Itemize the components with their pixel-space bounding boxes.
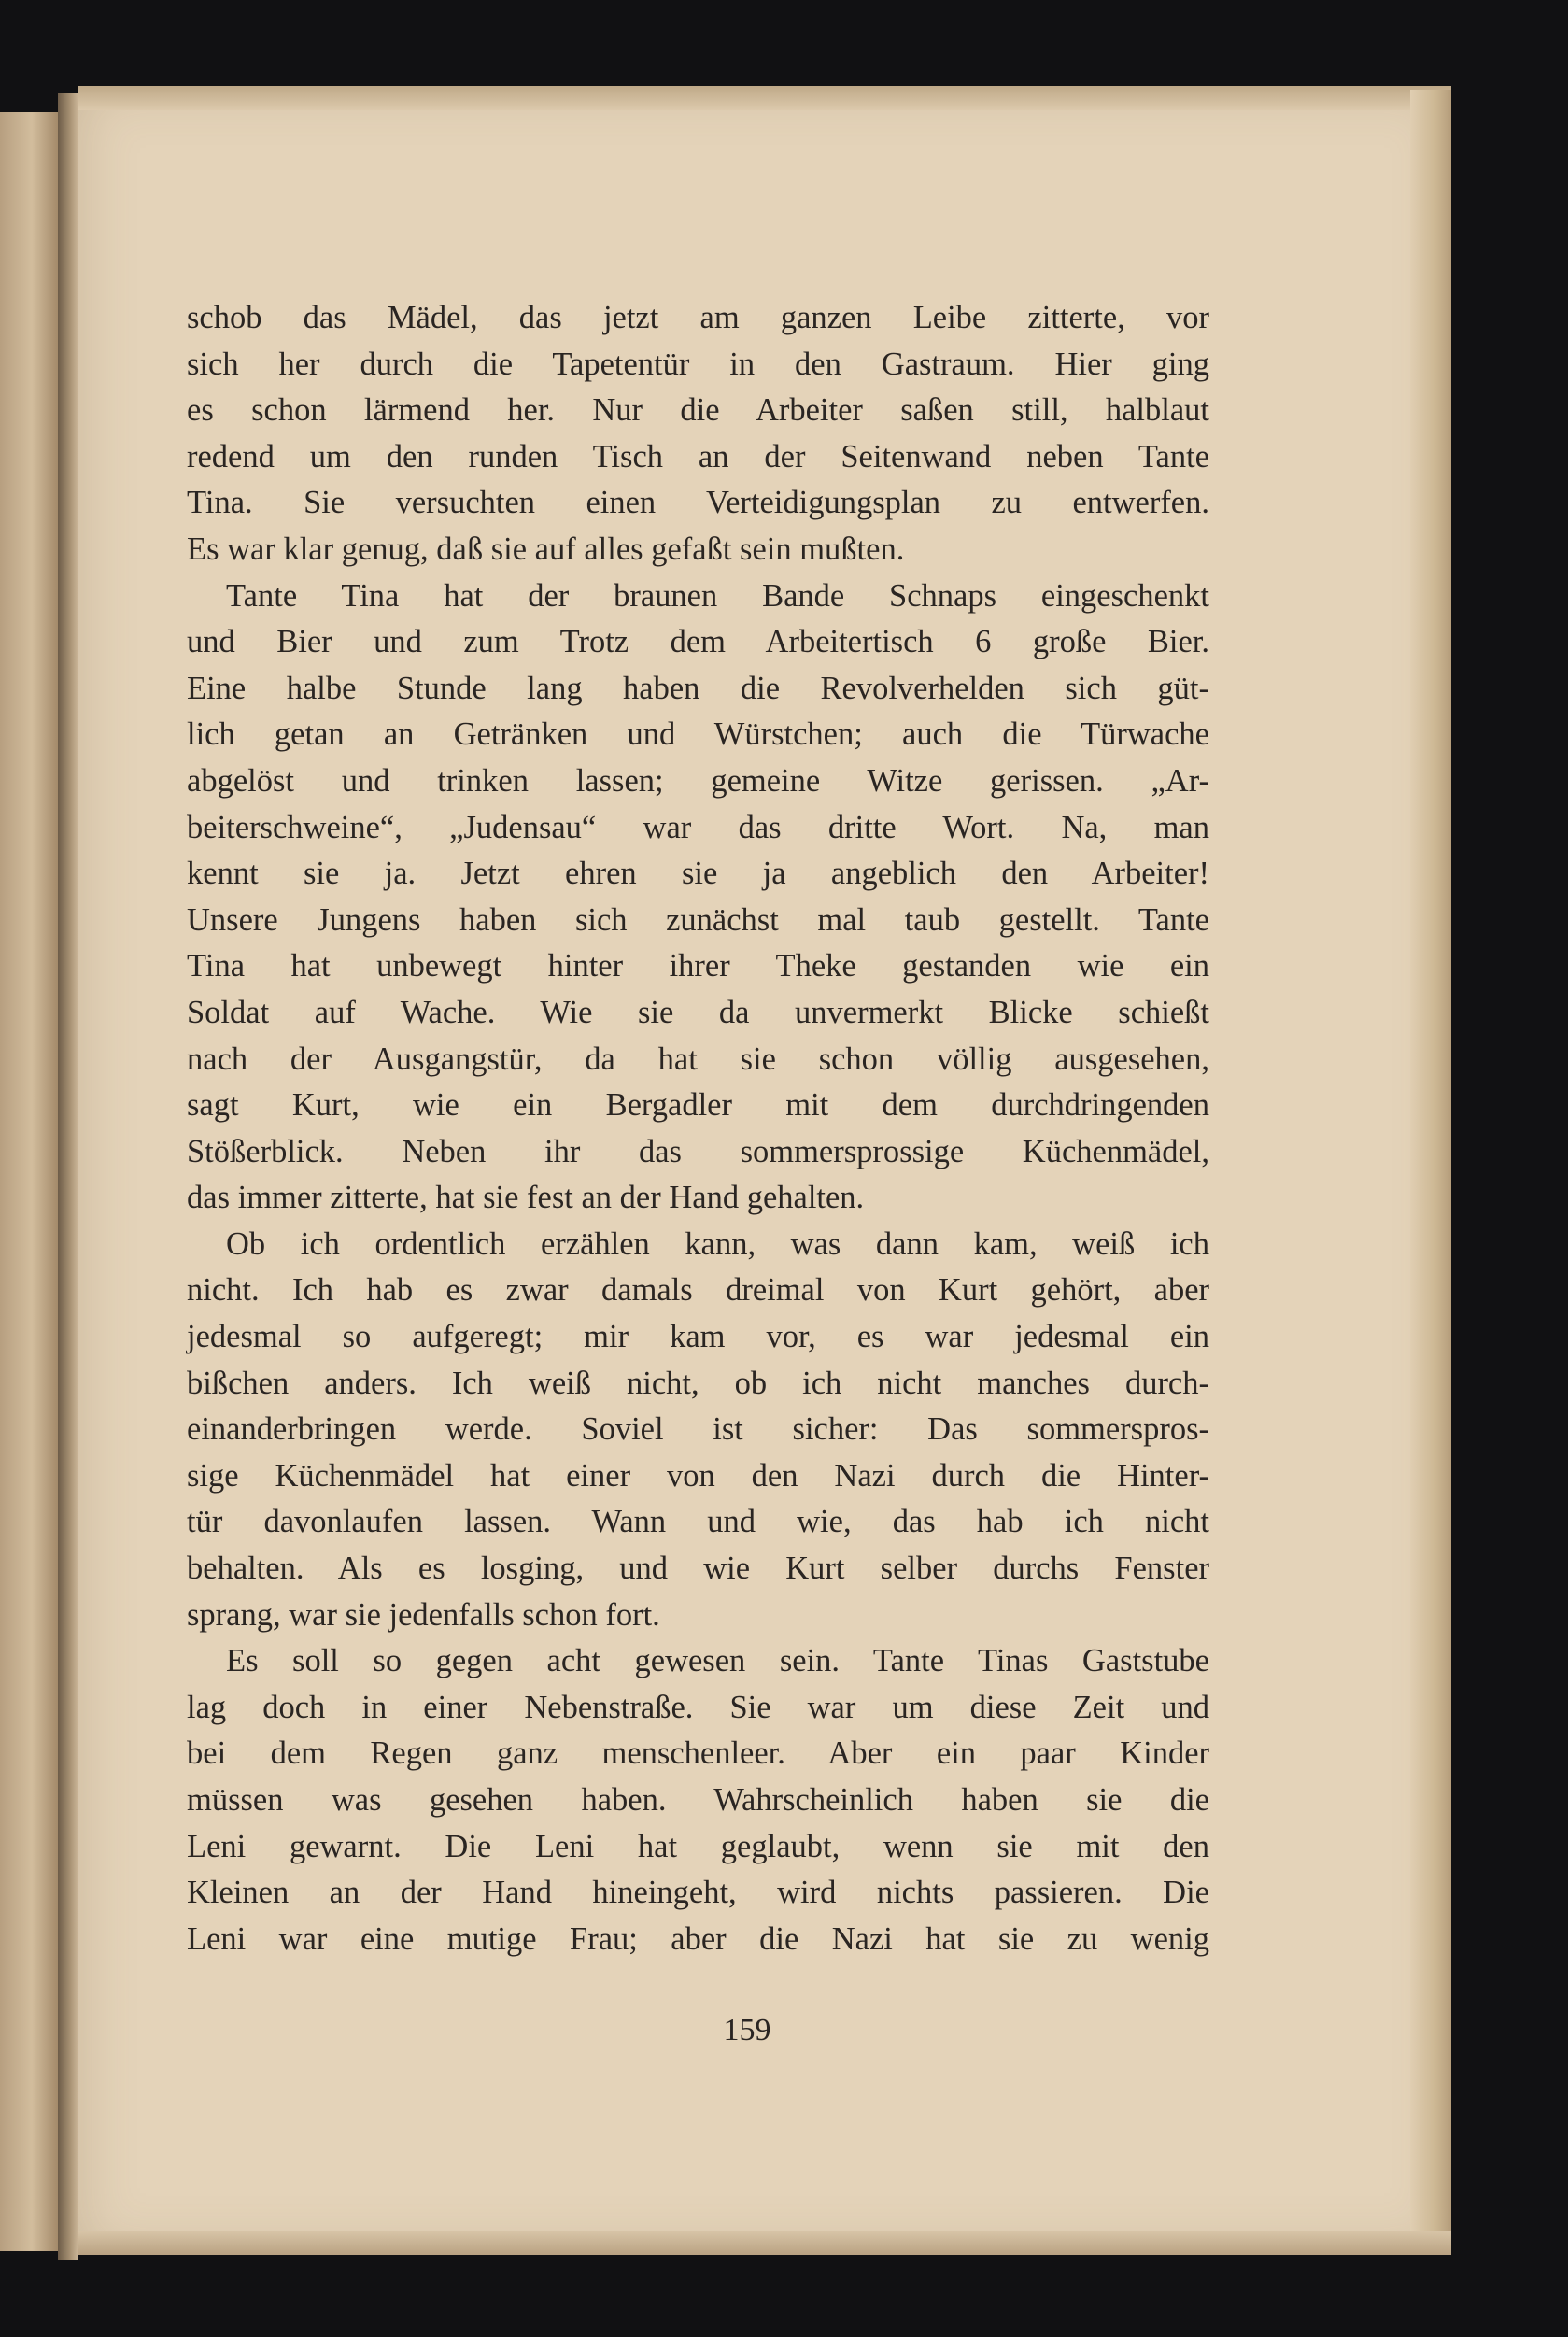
text-line: es schon lärmend her. Nur die Arbeiter saßen still, halblaut xyxy=(187,392,1209,429)
text-line: sige Küchenmädel hat einer von den Nazi durch die Hinter- xyxy=(187,1457,1209,1494)
text-line: Tina. Sie versuchten einen Verteidigungsplan zu entwerfen. xyxy=(187,485,1209,521)
text-line: kennt sie ja. Jetzt ehren sie ja angeblich den Arbeiter! xyxy=(187,856,1209,892)
page-bottom-edge xyxy=(78,2231,1451,2255)
text-line: bei dem Regen ganz menschenleer. Aber ein paar Kinder xyxy=(187,1735,1209,1772)
text-line: Unsere Jungens haben sich zunächst mal taub gestellt. Tante xyxy=(187,901,1209,938)
paragraph xyxy=(187,574,1209,1222)
text-line: das immer zitterte, hat sie fest an der Hand gehalten. xyxy=(187,1180,865,1216)
text-line: Stößerblick. Neben ihr das sommersprossige Küchenmädel, xyxy=(187,1133,1209,1169)
text-line: Es war klar genug, daß sie auf alles gefaßt sein mußten. xyxy=(187,531,905,567)
text-line: schob das Mädel, das jetzt am ganzen Leibe zitterte, vor xyxy=(187,300,1209,335)
text-line: und Bier und zum Trotz dem Arbeitertisch 6 große Bier. xyxy=(187,624,1209,660)
text-line: tür davonlaufen lassen. Wann und wie, das hab ich nicht xyxy=(187,1504,1209,1540)
left-page-edge xyxy=(0,112,60,2251)
text-line: nicht. Ich hab es zwar damals dreimal von Kurt gehört, aber xyxy=(187,1272,1209,1309)
body-text xyxy=(187,295,1209,1962)
text-line: Eine halbe Stunde lang haben die Revolverhelden sich güt- xyxy=(187,670,1209,706)
text-line: sprang, war sie jedenfalls schon fort. xyxy=(187,1596,660,1633)
text-line: behalten. Als es losging, und wie Kurt selber durchs Fenster xyxy=(187,1551,1209,1587)
text-line: müssen was gesehen haben. Wahrscheinlich haben sie die xyxy=(187,1782,1209,1818)
paragraph xyxy=(187,1222,1209,1638)
text-line: Tante Tina hat der braunen Bande Schnaps eingeschenkt xyxy=(226,577,1209,614)
text-line: einanderbringen werde. Soviel ist sicher: Das sommerspros- xyxy=(187,1411,1209,1448)
text-line: lag doch in einer Nebenstraße. Sie war um diese Zeit und xyxy=(187,1689,1209,1725)
text-line: Leni war eine mutige Frau; aber die Nazi hat sie zu wenig xyxy=(187,1920,1209,1957)
text-line: Es soll so gegen acht gewesen sein. Tante Tinas Gaststube xyxy=(226,1643,1209,1679)
page-top-edge xyxy=(78,86,1451,110)
text-line: nach der Ausgangstür, da hat sie schon völlig ausgesehen, xyxy=(187,1041,1209,1077)
text-line: Leni gewarnt. Die Leni hat geglaubt, wenn sie mit den xyxy=(187,1828,1209,1864)
text-line: jedesmal so aufgeregt; mir kam vor, es war jedesmal ein xyxy=(187,1319,1209,1355)
text-line: lich getan an Getränken und Würstchen; auch die Türwache xyxy=(187,716,1209,753)
text-line: beiterschweine“, „Judensau“ war das dritte Wort. Na, man xyxy=(187,809,1209,845)
text-line: redend um den runden Tisch an der Seitenwand neben Tante xyxy=(187,438,1209,474)
text-line: bißchen anders. Ich weiß nicht, ob ich nicht manches durch- xyxy=(187,1365,1209,1401)
text-line: Tina hat unbewegt hinter ihrer Theke gestanden wie ein xyxy=(187,948,1209,984)
text-line: Soldat auf Wache. Wie sie da unvermerkt Blicke schießt xyxy=(187,994,1209,1030)
paragraph xyxy=(187,295,1209,574)
text-line: Ob ich ordentlich erzählen kann, was dann kam, weiß ich xyxy=(226,1225,1209,1262)
page-right-edge xyxy=(1410,90,1451,2251)
text-line: Kleinen an der Hand hineingeht, wird nichts passieren. Die xyxy=(187,1875,1209,1911)
text-line: abgelöst und trinken lassen; gemeine Witze gerissen. „Ar- xyxy=(187,762,1209,799)
paragraph xyxy=(187,1638,1209,1962)
text-line: sagt Kurt, wie ein Bergadler mit dem durchdringenden xyxy=(187,1087,1209,1124)
page-number: 159 xyxy=(723,2013,771,2047)
text-line: sich her durch die Tapetentür in den Gastraum. Hier ging xyxy=(187,346,1209,382)
book-gutter xyxy=(58,93,78,2260)
